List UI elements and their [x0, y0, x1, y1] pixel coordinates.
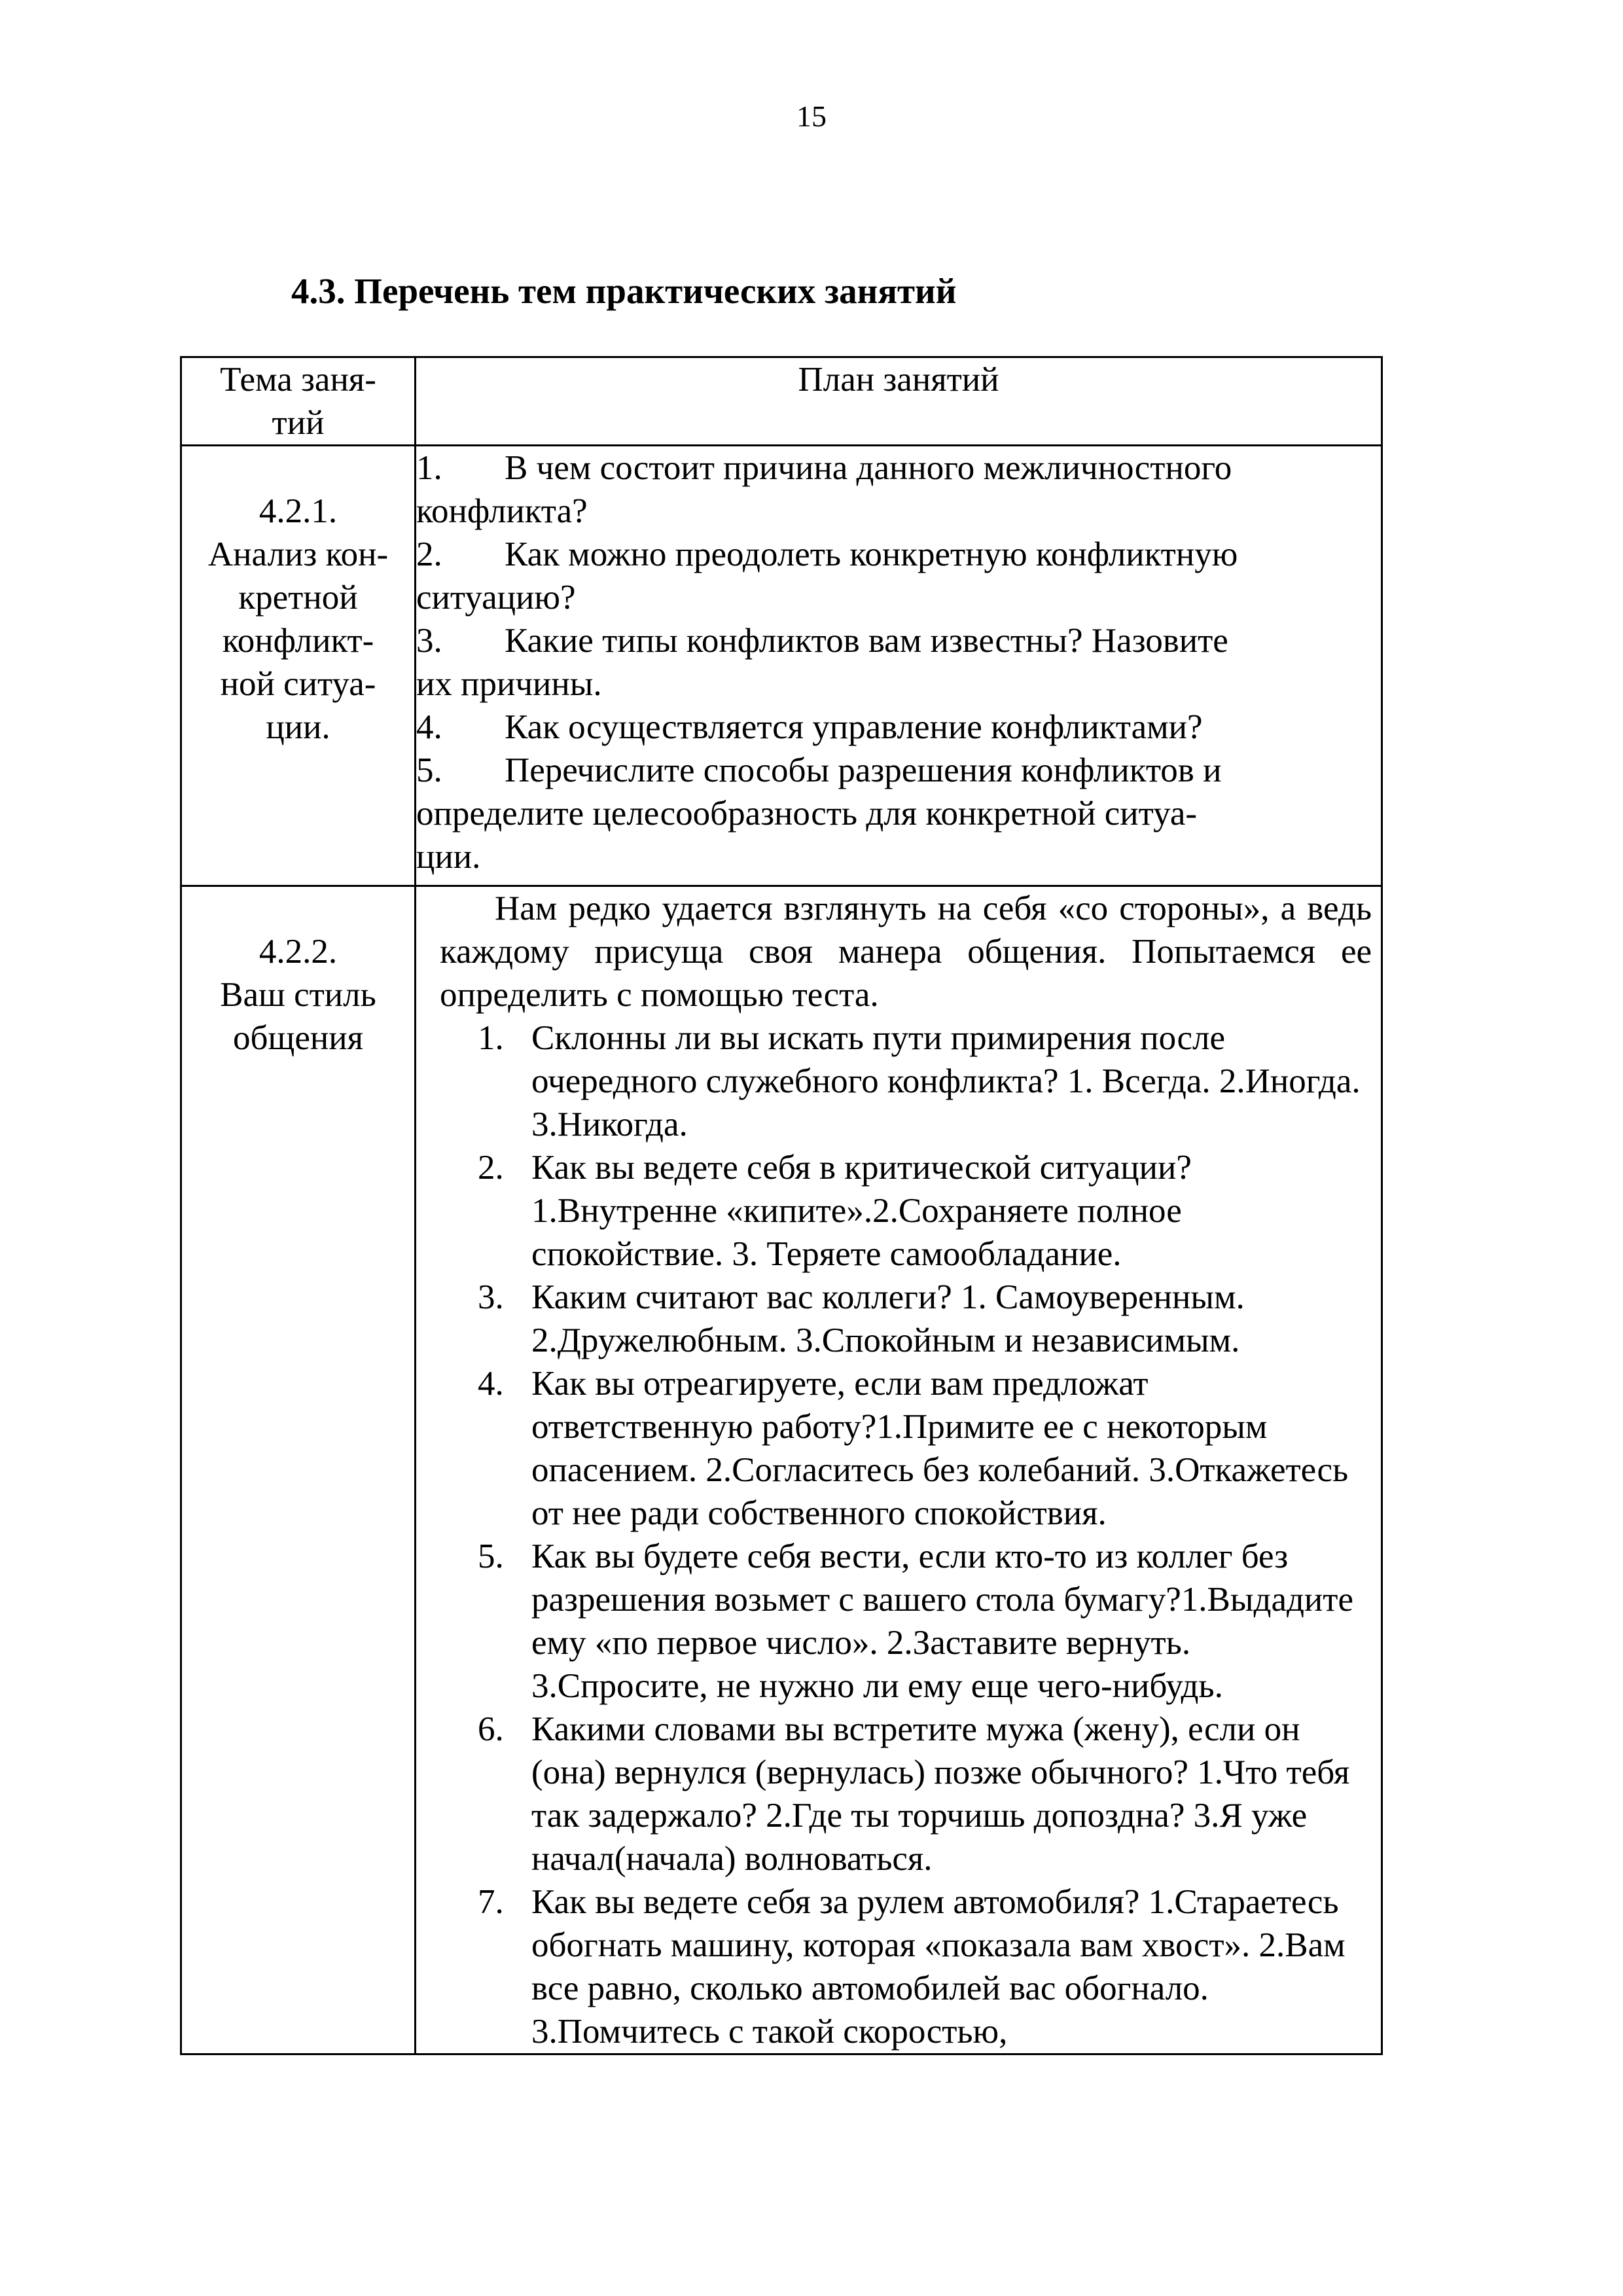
topic-line: 4.2.2. [259, 933, 338, 971]
topic-line: 4.2.1. [259, 492, 338, 530]
topic-line: ной ситуа- [220, 665, 376, 703]
table-row [181, 446, 1382, 886]
table-row [181, 886, 1382, 2054]
plan-cell-4-2-2 [416, 886, 1382, 2054]
plan-cell-4-2-1 [416, 446, 1382, 886]
plan-item-cont: ситуацию? [416, 579, 576, 617]
plan-item: 2. Как можно преодолеть конкретную конфликтную [416, 535, 1238, 573]
topic-line: конфликт- [222, 622, 374, 660]
plan-item: 5. Перечислите способы разрешения конфликтов и [416, 751, 1222, 789]
topic-line: общения [233, 1019, 363, 1057]
header-topic-line: Тема заня- [220, 361, 376, 399]
plan-item: 1. В чем состоит причина данного межличностного [416, 449, 1232, 487]
section-title: 4.3. Перечень тем практических занятий [291, 271, 957, 311]
test-question: 5. Как вы будете себя вести, если кто-то из коллег без разрешения возьмет с вашего стола бумагу?1.Выдадите ему «по первое число». 2.Заставите вернуть. 3.Спросите, не нужно ли ему еще чего-нибудь. [478, 1537, 1353, 1705]
topic-line: ции. [266, 708, 330, 746]
test-question: 7. Как вы ведете себя за рулем автомобиля? 1.Стараетесь обогнать машину, которая «показала вам хвост». 2.Вам все равно, сколько автомобилей вас обогнало. 3.Помчитесь с такой скоростью, [478, 1883, 1346, 2051]
plan-item-cont: конфликта? [416, 492, 588, 530]
header-topic-line: тий [272, 404, 325, 442]
topic-cell-4-2-2 [181, 886, 416, 2054]
plan-item: 3. Какие типы конфликтов вам известны? Назовите [416, 622, 1228, 660]
test-question: 3. Каким считают вас коллеги? 1. Самоуверенным. 2.Дружелюбным. 3.Спокойным и независимым. [478, 1278, 1245, 1359]
topic-cell-4-2-1 [181, 446, 416, 886]
test-intro: Нам редко удается взглянуть на себя «со стороны», а ведь каждому присуща своя манера общения. Попытаемся ее определить с помощью теста. [440, 889, 1372, 1014]
page-number: 15 [796, 99, 827, 133]
test-question: 4. Как вы отреагируете, если вам предложат ответственную работу?1.Примите ее с некоторым опасением. 2.Согласитесь без колебаний. 3.Откажетесь от нее ради собственного спокойствия. [478, 1365, 1349, 1532]
test-question: 6. Какими словами вы встретите мужа (жену), если он (она) вернулся (вернулась) позже обычного? 1.Что тебя так задержало? 2.Где ты торчишь допоздна? 3.Я уже начал(начала) волноваться. [478, 1710, 1350, 1878]
header-topic [181, 357, 416, 446]
plan-item-cont: ции. [416, 838, 481, 876]
topic-line: Анализ кон- [207, 535, 389, 573]
test-question: 1. Склонны ли вы искать пути примирения после очередного служебного конфликта? 1. Всегда. 2.Иногда. 3.Никогда. [478, 1019, 1361, 1143]
topic-line: кретной [238, 579, 358, 617]
header-plan: План занятий [416, 357, 1382, 446]
plan-item: 4. Как осуществляется управление конфликтами? [416, 708, 1203, 746]
table-header-row [181, 357, 1382, 446]
test-question: 2. Как вы ведете себя в критической ситуации?1.Внутренне «кипите».2.Сохраняете полное спокойствие. 3. Теряете самообладание. [478, 1149, 1192, 1273]
plan-item-cont: определите целесообразность для конкретной ситуа- [416, 795, 1198, 833]
practical-topics-table [180, 356, 1383, 2055]
plan-item-cont: их причины. [416, 665, 602, 703]
topic-line: Ваш стиль [220, 976, 376, 1014]
test-questions [440, 1016, 1372, 2053]
